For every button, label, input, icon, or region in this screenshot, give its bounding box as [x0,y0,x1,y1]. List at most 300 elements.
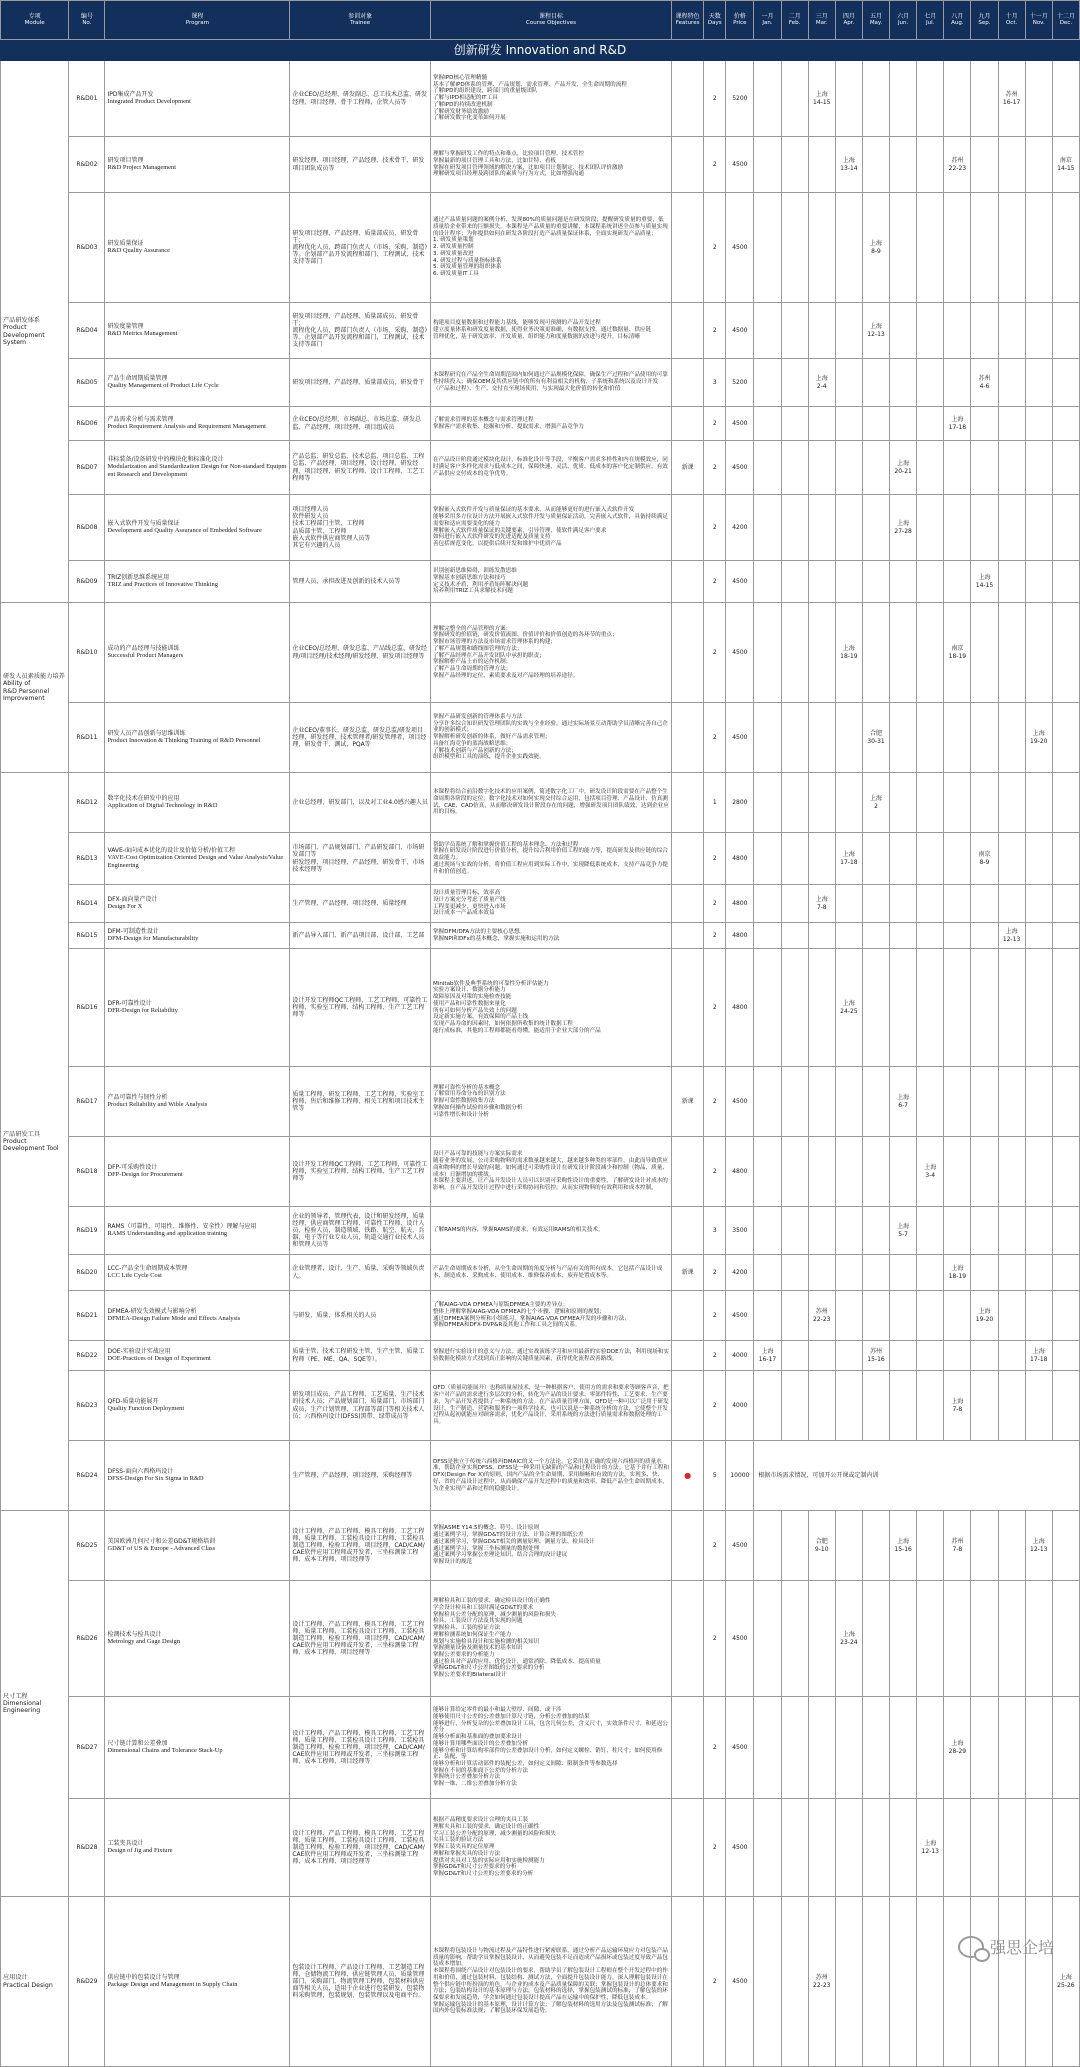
schedule-nov [1025,1137,1052,1207]
course-feature [672,885,704,923]
schedule-feb [781,359,808,407]
course-price: 4800 [726,949,754,1067]
course-price: 4200 [726,1255,754,1291]
course-code: R&D18 [69,1137,105,1207]
schedule-jan [754,441,781,495]
course-feature: 新课 [672,1255,704,1291]
course-name-en: Quality Function Deployment [107,1405,185,1413]
schedule-jul [917,1067,944,1137]
course-objectives: 掌握嵌入式软件开发与质量保证的基本要求，从而能够更好的进行嵌入式软件开发 能够采用多方位设计方法开展嵌入式软件开发与质量保证活动，完善嵌入式软件，具备持续满足需要和适应需要变化的能力 理解嵌入式软件质量保证的关键要素，引导管理，使软件满足客户要求 如何进行嵌入式软件研发的先进适配及质量支持 善包括规范变化，以提供后续开发和维护中优质产品 [430,495,671,561]
course-trainee: 设计工程师、产品工程师、模具工程师、工艺工程师、质量工程师、工装检具设计工程师、工装检具制造工程师、检验工程师、项目经理、CAD/CAM/CAE软件应用工程师或开发者，三坐标测量工程师、成本工程师、项目经理等 [290,1511,431,1581]
schedule-feb [781,833,808,885]
course-code: R&D15 [69,923,105,949]
schedule-nov [1025,495,1052,561]
schedule-jul: 上海 3-4 [917,1137,944,1207]
schedule-jun [890,1581,917,1697]
course-name-cn: 产品生命周期质量管理 [107,375,168,383]
course-program [105,1441,290,1511]
schedule-mar [808,561,835,603]
course-feature [672,603,704,703]
course-objectives: 了解RAMS的内容，掌握RAMS的要求，有效运用RAMS的相关技术。 [430,1207,671,1255]
schedule-oct [998,885,1025,923]
course-name-en: DFR-Design for Reliability [107,1007,178,1015]
header-month-jan: 一月 Jan. [754,1,781,40]
course-trainee: 企业的领导者，管理代表，设计和研发经理，质量经理、供应商管理工程师、可靠性工程师、设计人员，检验人员，制造领域、铁路、航空、航天、兵器、电子等行业专业人员，轨道交通行业技术人员和管理人员等 [290,1207,431,1255]
course-price: 4800 [726,885,754,923]
course-price: 5200 [726,61,754,137]
schedule-apr [835,773,862,833]
course-objectives: 理解可靠性分析的基本概念 了解常用寿命分布的识别方法 掌握可靠性数据收集方法 掌握如何操作试验的步骤和数据分析 可靠性增长和设计分析 [430,1067,671,1137]
schedule-apr [835,1067,862,1137]
schedule-aug [944,923,971,949]
schedule-aug [944,949,971,1067]
course-program [105,1067,290,1137]
schedule-feb [781,1371,808,1441]
schedule-mar: 上海 14-15 [808,61,835,137]
course-days: 2 [704,1799,726,1897]
schedule-jan [754,923,781,949]
course-days: 2 [704,1291,726,1341]
schedule-feb [781,1255,808,1291]
course-name-en: Product Innovation & Thinking Training of R&D Personnel [107,737,261,745]
course-objectives: 本课程研究在产品全生命周期范围内如何通过产品规模化保障，确保生产过程和产品使用的可靠性持续投入；确保OEM及其供应链中的所有有利益相关的机构、子系统和系统以及设计开发（产品和过程）、生产、交付直至现场使用，与实现最大化价值的转化和价值 [430,359,671,407]
course-objectives: 设计质量管理目标，效率高 设计方案充分考虑了质量产线 工程变更减少，更快进入市场 设计成本一产品成本效益 [430,885,671,923]
schedule-jul: 上海 12-13 [917,1799,944,1897]
schedule-jul [917,1207,944,1255]
course-name-cn: IPD集成产品开发 [107,91,154,99]
schedule-feb [781,61,808,137]
course-price: 4000 [726,1341,754,1371]
schedule-dec [1052,1371,1079,1441]
schedule-may [862,923,889,949]
course-trainee: 设计开发工程师QC工程师、工艺工程师、可靠性工程师、实验室工程师、结构工程师、生产工艺工程师等 [290,1137,431,1207]
schedule-nov [1025,1067,1052,1137]
schedule-mar [808,1799,835,1897]
course-code: R&D12 [69,773,105,833]
header-module: 专项 Module [1,1,69,40]
schedule-oct [998,1371,1025,1441]
header-no: 编号 No. [69,1,105,40]
watermark [958,1935,1054,1958]
schedule-jun: 上海 5-7 [890,1207,917,1255]
course-price: 4500 [726,1897,754,2067]
schedule-sep [971,1341,998,1371]
course-trainee: 设计工程师、产品工程师、模具工程师、工艺工程师、质量工程师、工装检具设计工程师、工装检具制造工程师、检验工程师、项目经理、CAD/CAM/CAE软件应用工程师或开发者，三坐标测量工程师、成本工程师、项目经理等 [290,1697,431,1799]
course-code: R&D06 [69,407,105,441]
course-code: R&D02 [69,137,105,193]
schedule-aug: 苏州 22-23 [944,137,971,193]
course-name-en: Dimensional Chains and Tolerance Stack-Up [107,1747,223,1755]
header-month-jun: 六月 Jun. [890,1,917,40]
course-objectives: 产品生命周期成本分析，从全生命周期的角度分析与产品有关的所有成本，它包括产品设计成本、制造成本、采购成本、使用成本、维修保养成本、废弃处置成本等。 [430,1255,671,1291]
schedule-jul [917,1371,944,1441]
schedule-oct [998,561,1025,603]
schedule-jun: 上海 6-7 [890,1067,917,1137]
course-price: 4500 [726,137,754,193]
module-cell: 研发人员素质能力培养Ability of R&D Personnel Improvement [1,603,69,773]
course-feature [672,1511,704,1581]
schedule-apr [835,441,862,495]
schedule-mar [808,703,835,773]
schedule-dec [1052,1799,1079,1897]
course-trainee: 质量工程师、研发工程师、工艺工程师、实验室工程师、售后和维修工程师、相关工程和项目技术主管等 [290,1067,431,1137]
schedule-oct [998,1067,1025,1137]
schedule-nov [1025,561,1052,603]
schedule-may [862,1897,889,2067]
course-objectives: 构建项目度量数据和过程能力基线，能够发现可预测的产品开发过程 建立度量体系和研发度量数据，使得业务决策更准确，有数据支撑，通过数据量、供应链 管理优化，基于研发效率、开发质量、组织能力和度量数据的改进与提升，目标清晰 [430,303,671,359]
schedule-dec [1052,949,1079,1067]
table-row [1,359,1080,407]
schedule-aug [944,1897,971,2067]
course-program [105,61,290,137]
schedule-may: 上海 12-13 [862,303,889,359]
table-row [1,603,1080,703]
schedule-feb [781,495,808,561]
table-row [1,1799,1080,1897]
schedule-mar [808,1207,835,1255]
schedule-may [862,61,889,137]
schedule-sep [971,603,998,703]
course-trainee: 设计工程师、产品工程师、模具工程师、工艺工程师、质量工程师、工装检具设计工程师、工装检具制造工程师、检验工程师、项目经理、CAD/CAM/CAE软件应用工程师或开发者，三坐标测量工程师、成本工程师、项目经理等 [290,1581,431,1697]
course-name-cn: DFSS-面向六西格玛设计 [107,1468,174,1476]
schedule-jan [754,1581,781,1697]
schedule-aug [944,1067,971,1137]
course-trainee: 生产管理、产品经理、项目经理、采购经理等 [290,1441,431,1511]
schedule-apr: 上海 23-24 [835,1581,862,1697]
course-price: 5200 [726,359,754,407]
schedule-jun [890,603,917,703]
course-name-cn: 数字化技术在研发中的应用 [107,795,180,803]
course-objectives: 理解完整全的产品管理的方案： 掌握研发的价值链，研发价值流图、价值评价和价值创造的各环节的重点； 掌握市场管理的方法及市场需求管理体系的构建； 了解产品规划和路线图管理的方法； 了解产品经理在产品开发团队中承担的职责； 掌握解析产品上市的运作机制； 了解产品生命周期的管理方法； 掌握产品经理的定位、素质要求及对产品经理的培养途径。 [430,603,671,703]
schedule-feb [781,1697,808,1799]
table-header-row [1,1,1080,40]
schedule-nov [1025,1207,1052,1255]
course-objectives: 理解与掌握研发工作的特点和难点，比较项目管理、技术管控 掌握最新的项目管理工具和方法，比如甘特、看板 掌握在研发项目管理领域的解决方案，比如项目计划制定、技术团队评价激励 理解研发项目经理及跨团队的素质与行为方式，比如增强沟通 [430,137,671,193]
course-objectives: 掌握DFM/DFA方法的主要核心思想。 掌握NPI和DFx的基本概念，掌握实施和运用的方法 [430,923,671,949]
schedule-dec [1052,1207,1079,1255]
schedule-jan [754,137,781,193]
course-feature [672,1291,704,1341]
course-objectives: 本课程将结合前沿数字化技术的应用案例，简述数字化工厂中，研发设计阶段需要在产品整个生命周期各阶段的定位，数字化技术对如何实现交付综合运用，包括项目管理、产品设计、仿真测试、CAE、CAD仿真，从而解决研发设计阶段存在的问题，增强研发项目团队绩效，达到企业应用的目标。 [430,773,671,833]
schedule-nov [1025,1799,1052,1897]
course-name-en: Integrated Product Development [107,98,191,106]
course-code: R&D01 [69,61,105,137]
course-program [105,495,290,561]
course-price: 4500 [726,303,754,359]
schedule-jan [754,1207,781,1255]
course-feature [672,303,704,359]
course-name-cn: 美国欧洲几何尺寸和公差GD&T规格培训 [107,1538,216,1546]
table-row [1,1441,1080,1511]
schedule-dec [1052,833,1079,885]
course-days: 2 [704,61,726,137]
course-price: 4500 [726,703,754,773]
table-row [1,885,1080,923]
schedule-nov: 上海 12-13 [1025,1511,1052,1581]
schedule-mar [808,949,835,1067]
module-cell: 应用设计 Practical Design [1,1897,69,2067]
schedule-jan [754,833,781,885]
schedule-mar [808,1137,835,1207]
schedule-jun [890,1291,917,1341]
course-feature [672,1897,704,2067]
schedule-jun [890,359,917,407]
schedule-jan [754,703,781,773]
schedule-nov [1025,1897,1052,2067]
schedule-dec [1052,1291,1079,1341]
course-price: 4500 [726,407,754,441]
schedule-nov [1025,833,1052,885]
schedule-sep [971,1067,998,1137]
schedule-nov [1025,61,1052,137]
schedule-mar [808,1341,835,1371]
table-row [1,1291,1080,1341]
course-days: 2 [704,703,726,773]
course-program [105,923,290,949]
schedule-apr [835,1255,862,1291]
course-program [105,1581,290,1697]
course-objectives: 根据产品精度要求设计合理的夹具工装 理解夹具和工装的要求，确定设计的正确性 学习工装公差分配的原理，减少测量的风险和损失 夹具工装的验证方法 掌握工装夹具的定位原理 理解和掌握夹具的设计方法 提供对夹具对工装的实际应用和实施检测能力 掌握GD&T和尺寸公差要求的分析 掌握GD&T和尺寸公差的公差要求的分析 [430,1799,671,1897]
course-name-en: DFP-Design for Procurement [107,1171,183,1179]
schedule-feb [781,1341,808,1371]
schedule-mar [808,137,835,193]
schedule-jan [754,885,781,923]
schedule-oct [998,1697,1025,1799]
schedule-jun [890,561,917,603]
course-name-en: Successful Product Managers [107,652,184,660]
course-name-cn: DFX-面向量产设计 [107,896,158,904]
course-name-cn: 研发度量管理 [107,323,144,331]
course-name-cn: 研发质量保证 [107,240,144,248]
schedule-dec [1052,923,1079,949]
schedule-may [862,1137,889,1207]
table-row [1,1511,1080,1581]
schedule-mar [808,603,835,703]
course-code: R&D08 [69,495,105,561]
schedule-oct [998,1291,1025,1341]
module-cell: 产品研发体系 Product Development System [1,61,69,603]
header-month-aug: 八月 Aug. [944,1,971,40]
course-feature [672,1207,704,1255]
course-trainee: 企业总经理、研发部门，以及对工业4.0感兴趣人员 [290,773,431,833]
schedule-aug: 上海 17-18 [944,407,971,441]
course-name-cn: 产品可靠性与韧性分析 [107,1094,168,1102]
course-code: R&D16 [69,949,105,1067]
schedule-aug [944,885,971,923]
course-name-cn: DOE-实验设计实战应用 [107,1348,171,1356]
course-price: 3500 [726,1207,754,1255]
schedule-aug: 苏州 7-8 [944,1511,971,1581]
schedule-aug [944,495,971,561]
schedule-apr [835,1291,862,1341]
schedule-sep: 上海 19-20 [971,1291,998,1341]
schedule-oct [998,1581,1025,1697]
section-banner-row [1,40,1080,61]
schedule-dec: 南京 14-15 [1052,137,1079,193]
course-feature [672,561,704,603]
schedule-mar [808,773,835,833]
course-program [105,1799,290,1897]
module-cell: 尺寸工程 Dimensional Engineering [1,1511,69,1897]
course-program [105,1371,290,1441]
schedule-nov [1025,1255,1052,1291]
course-name-cn: 研发项目管理 [107,157,144,165]
course-days: 2 [704,1697,726,1799]
schedule-sep [971,1581,998,1697]
schedule-jun [890,137,917,193]
schedule-feb [781,1511,808,1581]
schedule-jan [754,1067,781,1137]
course-code: R&D20 [69,1255,105,1291]
schedule-mar [808,407,835,441]
course-trainee: 研发项目经理、产品经理、质量部成员、研发骨干； 流程优化人员，跨部门负责人（市场、采购、制造）等。企划部产品开发流程和部门、工程测试、技术支持等部门 [290,193,431,303]
schedule-jun [890,885,917,923]
course-objectives: 掌握产品研发创新的管理体系与方法 分享许多综合知识研发管理团队的实战与全业经验，通过实际场景互动帮助学员清晰完善自己企业的创新模式； 掌握解析研发创新的体系，做好产品需求管理； 具备红海竞争的蓝海战略思维； 了解技术创新与产品创新的方法； 组织模型和工具的演练，提升企业实践效能。 [430,703,671,773]
course-feature [672,407,704,441]
course-program [105,1137,290,1207]
schedule-feb [781,773,808,833]
course-name-en: Package Design and Management in Supply Chain [107,1981,238,1989]
schedule-dec [1052,441,1079,495]
schedule-aug: 上海 7-8 [944,1371,971,1441]
schedule-jul [917,193,944,303]
course-program [105,949,290,1067]
schedule-aug [944,193,971,303]
schedule-sep [971,137,998,193]
schedule-jan [754,407,781,441]
course-name-en: Design of Jig and Fixture [107,1847,173,1855]
schedule-jan [754,1291,781,1341]
schedule-mar [808,495,835,561]
course-code: R&D03 [69,193,105,303]
schedule-may [862,1207,889,1255]
schedule-jul [917,1581,944,1697]
course-objectives: 帮助学员系统了解和掌握价值工程的基本理念、方法和过程 掌握在研发设计阶段进行价值分析，提升综合利用价值工程的能力等，提高研发及供应链的综合效益能力。 通过现场与实战的分析，将价值工程应用到实际工作中，实现降低系统成本，支持产品竞争力提升和价值创造。 [430,833,671,885]
schedule-jun [890,303,917,359]
schedule-aug [944,703,971,773]
course-name-en: LCC Life Cycle Cost [107,1272,162,1280]
header-month-dec: 十二月 Dec. [1052,1,1079,40]
course-days: 2 [704,1371,726,1441]
course-days: 2 [704,923,726,949]
course-objectives: 掌握ASME Y14.5的概念、符号、设计原则 通过案例学习，掌握GD&T的设计方法、计算合理的图纸公差 通过案例学习，掌握GD&T相关的测量原理、测量方法、检具设计 通过案例学习，掌握三坐标测量的数据处理 通过案例学习掌握公差理论知识，结合合理的设计建议 掌握设计的规范 [430,1511,671,1581]
schedule-oct [998,407,1025,441]
schedule-may [862,407,889,441]
schedule-aug [944,1291,971,1341]
schedule-nov: 上海 19-20 [1025,703,1052,773]
table-row [1,61,1080,137]
course-days: 2 [704,1137,726,1207]
schedule-may: 合肥 30-31 [862,703,889,773]
course-code: R&D21 [69,1291,105,1341]
schedule-jan [754,1697,781,1799]
schedule-feb [781,137,808,193]
schedule-feb [781,193,808,303]
course-days: 2 [704,1511,726,1581]
course-name-cn: DFR-可靠性设计 [107,1000,152,1008]
course-price: 4500 [726,1799,754,1897]
course-code: R&D28 [69,1799,105,1897]
table-row [1,1067,1080,1137]
schedule-feb [781,407,808,441]
course-name-cn: 产品需求分析与需求管理 [107,416,174,424]
schedule-nov [1025,441,1052,495]
schedule-jun [890,1255,917,1291]
course-name-cn: 检测技术与检具设计 [107,1631,162,1639]
course-code: R&D14 [69,885,105,923]
schedule-mar [808,833,835,885]
course-price: 4500 [726,1291,754,1341]
schedule-jun [890,833,917,885]
schedule-jul [917,923,944,949]
course-trainee: 设计工程师、产品工程师、模具工程师、工艺工程师、质量工程师、工装检具设计工程师、工装检具制造工程师、检验工程师、项目经理、CAD/CAM/CAE软件应用工程师或开发者，三坐标测量工程师、成本工程师、项目经理等 [290,1799,431,1897]
schedule-jan [754,561,781,603]
schedule-feb [781,303,808,359]
course-feature [672,833,704,885]
table-row [1,1371,1080,1441]
course-price: 4800 [726,833,754,885]
schedule-dec [1052,495,1079,561]
schedule-aug [944,561,971,603]
schedule-feb [781,923,808,949]
schedule-oct [998,1511,1025,1581]
schedule-may [862,949,889,1067]
course-trainee: 包装设计工程师、产品设计工程师、工艺制造工程师、仓储物流工程师、供应链管理人员、质量管理部门、采购部门、物流管理工程师、包装材料供应商等相关人员，适用于企业进行包装研发，包装物料采购管理，包装规划、包装管理以及电商平台。 [290,1897,431,2067]
schedule-oct [998,703,1025,773]
course-days: 3 [704,1207,726,1255]
schedule-may [862,359,889,407]
schedule-may: 上海 2 [862,773,889,833]
course-days: 2 [704,1897,726,2067]
schedule-dec [1052,703,1079,773]
schedule-aug [944,1207,971,1255]
schedule-jul [917,773,944,833]
course-code: R&D07 [69,441,105,495]
course-feature: ● [672,1441,704,1511]
schedule-aug [944,833,971,885]
schedule-jul [917,833,944,885]
schedule-may [862,1697,889,1799]
schedule-aug [944,441,971,495]
course-days: 2 [704,1067,726,1137]
course-code: R&D11 [69,703,105,773]
course-price: 2800 [726,773,754,833]
schedule-jun [890,923,917,949]
schedule-jan [754,61,781,137]
schedule-sep: 上海 14-15 [971,561,998,603]
schedule-nov [1025,1581,1052,1697]
schedule-jun [890,949,917,1067]
course-name-en: R&D Project Management [107,164,176,172]
course-feature [672,923,704,949]
course-feature [672,703,704,773]
course-trainee: 项目经理人员 软件研发人员 技术工程部门主管、工程师 品质部主管、工程师 嵌入式软件供应商管理人员等 其它有兴趣的人员 [290,495,431,561]
schedule-jan [754,949,781,1067]
course-days: 3 [704,359,726,407]
course-name-cn: 尺寸链计算和公差叠加 [107,1740,168,1748]
course-price: 4500 [726,1581,754,1697]
course-feature [672,193,704,303]
course-program [105,1255,290,1291]
schedule-mar [808,193,835,303]
schedule-oct: 上海 12-13 [998,923,1025,949]
schedule-aug [944,1799,971,1897]
schedule-jun [890,1371,917,1441]
course-objectives: 掌握IPD核心管理精髓 基本了解IPD体系的管理、产品规划、需求管理、产品开发、全生命周期的流程 了解IPD的组织建设，跨部门的重量级团队 了解与IPD相适配的IT工具 了解IPD的持续改进机制 了解研发财务绩效激励 了解研发数字化变革如何开展 [430,61,671,137]
schedule-sep [971,1511,998,1581]
course-objectives: 通过产品质量问题的案例分析，发现80%的质量问题是在研发阶段；提醒研发质量的重要，低质量给企业带来的巨额损失。本课程是产品质量的重要讲解，本课程系统讲述全员参与质量实现的设计程序；为你提供如何在研发各阶段打造产品质量保证体系，全面实现研发产品质量： 1. 研发质量策划 2. 研发质量控制 3. 研发质量改进 4. 研发过程与质量指标体系 5. 研发质量管理的组织体系 6. 研发质量IT工具 [430,193,671,303]
schedule-oct [998,833,1025,885]
